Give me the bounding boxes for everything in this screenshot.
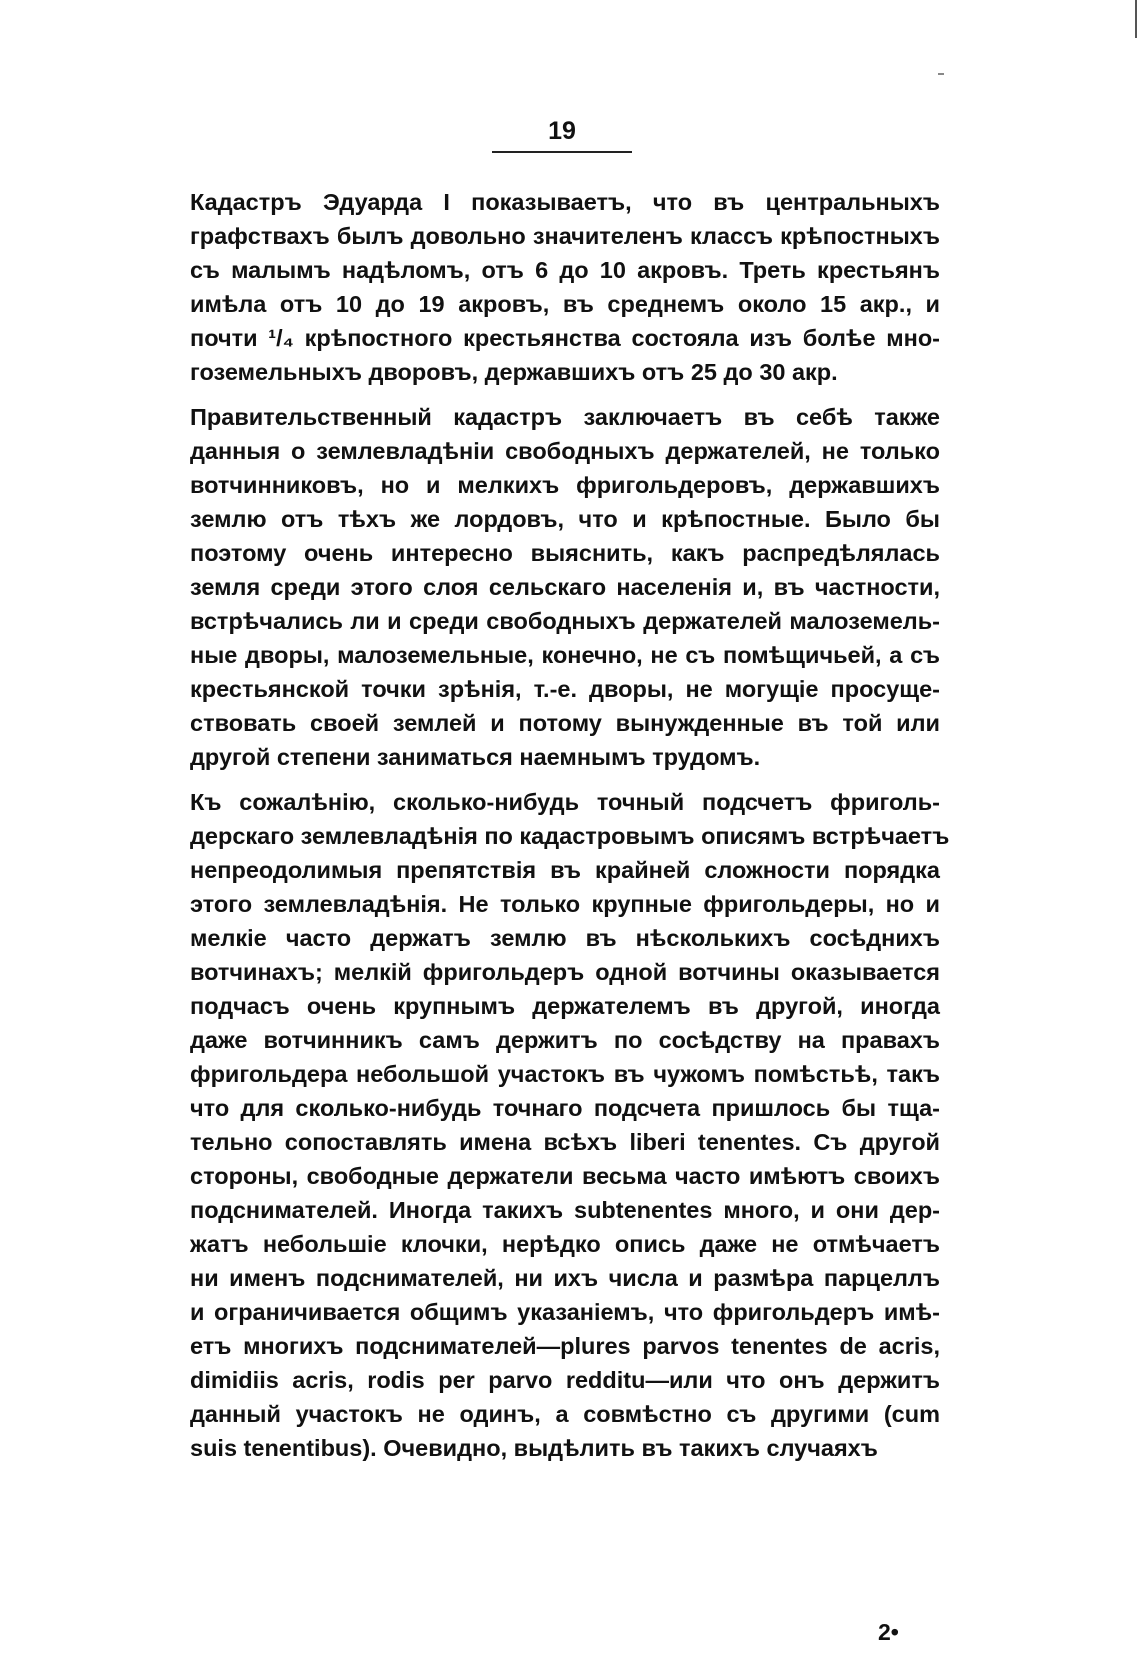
text-line: данныя о землевладѣніи свободныхъ держателей, не только [190, 438, 940, 464]
paragraph [190, 785, 950, 1465]
text-line: suis tenentibus). Очевидно, выдѣлить въ такихъ случаяхъ [190, 1435, 878, 1461]
text-line: етъ многихъ подснимателей—plures parvos tenentes de acris, [190, 1333, 940, 1359]
paragraph-gap [190, 774, 940, 785]
text-line: земля среди этого слоя сельскаго населенія и, въ частности, [190, 574, 940, 600]
text-line: почти ¹/₄ крѣпостного крестьянства состояла изъ болѣе мно- [190, 325, 940, 351]
text-line: подснимателей. Иногда такихъ subtenentes много, и они дер- [190, 1197, 940, 1223]
text-line: данный участокъ не одинъ, а совмѣстно съ другими (cum [190, 1401, 940, 1427]
text-line: крестьянской точки зрѣнія, т.-е. дворы, не могущіе просуще- [190, 676, 940, 702]
text-line: графствахъ былъ довольно значителенъ классъ крѣпостныхъ [190, 223, 940, 249]
text-line: землю отъ тѣхъ же лордовъ, что и крѣпостные. Было бы [190, 506, 940, 532]
text-line: Кадастръ Эдуарда I показываетъ, что въ центральныхъ [190, 189, 940, 215]
page-edge-mark [1135, 0, 1137, 38]
text-line: вотчинниковъ, но и мелкихъ фригольдеровъ, державшихъ [190, 472, 940, 498]
text-line: фригольдера небольшой участокъ въ чужомъ помѣстьѣ, такъ [190, 1061, 940, 1087]
text-line: непреодолимыя препятствія въ крайней сложности порядка [190, 857, 940, 883]
text-line: тельно сопоставлять имена всѣхъ liberi tenentes. Съ другой [190, 1129, 940, 1155]
text-line: другой степени заниматься наемнымъ трудомъ. [190, 744, 761, 770]
text-line: стороны, свободные держатели весьма часто имѣютъ своихъ [190, 1163, 940, 1189]
text-line: dimidiis acris, rodis per parvo redditu—или что онъ держитъ [190, 1367, 940, 1393]
text-line: вотчинахъ; мелкій фригольдеръ одной вотчины оказывается [190, 959, 940, 985]
page-number-rule [492, 151, 632, 153]
text-line: подчасъ очень крупнымъ держателемъ въ другой, иногда [190, 993, 940, 1019]
text-line: съ малымъ надѣломъ, отъ 6 до 10 акровъ. Треть крестьянъ [190, 257, 940, 283]
text-line: встрѣчались ли и среди свободныхъ держателей малоземель- [190, 608, 940, 634]
text-line: дерскаго землевладѣнія по кадастровымъ описямъ встрѣчаетъ [190, 823, 950, 849]
body-text [190, 185, 950, 1465]
text-line: Правительственный кадастръ заключаетъ въ себѣ также [190, 404, 940, 430]
text-line: даже вотчинникъ самъ держитъ по сосѣдству на правахъ [190, 1027, 940, 1053]
text-line: и ограничивается общимъ указаніемъ, что фригольдеръ имѣ- [190, 1299, 940, 1325]
text-line: что для сколько-нибудь точнаго подсчета пришлось бы тща- [190, 1095, 940, 1121]
paragraph [190, 185, 940, 389]
text-line: ные дворы, малоземельные, конечно, не съ помѣщичьей, а съ [190, 642, 940, 668]
page-number: 19 [548, 117, 576, 145]
text-line: ствовать своей землей и потому вынужденные въ той или [190, 710, 940, 736]
text-line: ни именъ подснимателей, ни ихъ числа и размѣра парцеллъ [190, 1265, 940, 1291]
signature-mark: 2• [878, 1619, 899, 1645]
text-line: этого землевладѣнія. Не только крупные фригольдеры, но и [190, 891, 940, 917]
paragraph-gap [190, 389, 940, 400]
paragraph [190, 400, 940, 774]
text-line: поэтому очень интересно выяснить, какъ распредѣлялась [190, 540, 940, 566]
text-line: имѣла отъ 10 до 19 акровъ, въ среднемъ около 15 акр., и [190, 291, 940, 317]
page-edge-tick [938, 73, 944, 75]
text-line: Къ сожалѣнію, сколько-нибудь точный подсчетъ фриголь- [190, 789, 940, 815]
text-line: мелкіе часто держатъ землю въ нѣсколькихъ сосѣднихъ [190, 925, 940, 951]
text-line: гоземельныхъ дворовъ, державшихъ отъ 25 до 30 акр. [190, 359, 838, 385]
text-line: жатъ небольшіе клочки, нерѣдко опись даже не отмѣчаетъ [190, 1231, 940, 1257]
